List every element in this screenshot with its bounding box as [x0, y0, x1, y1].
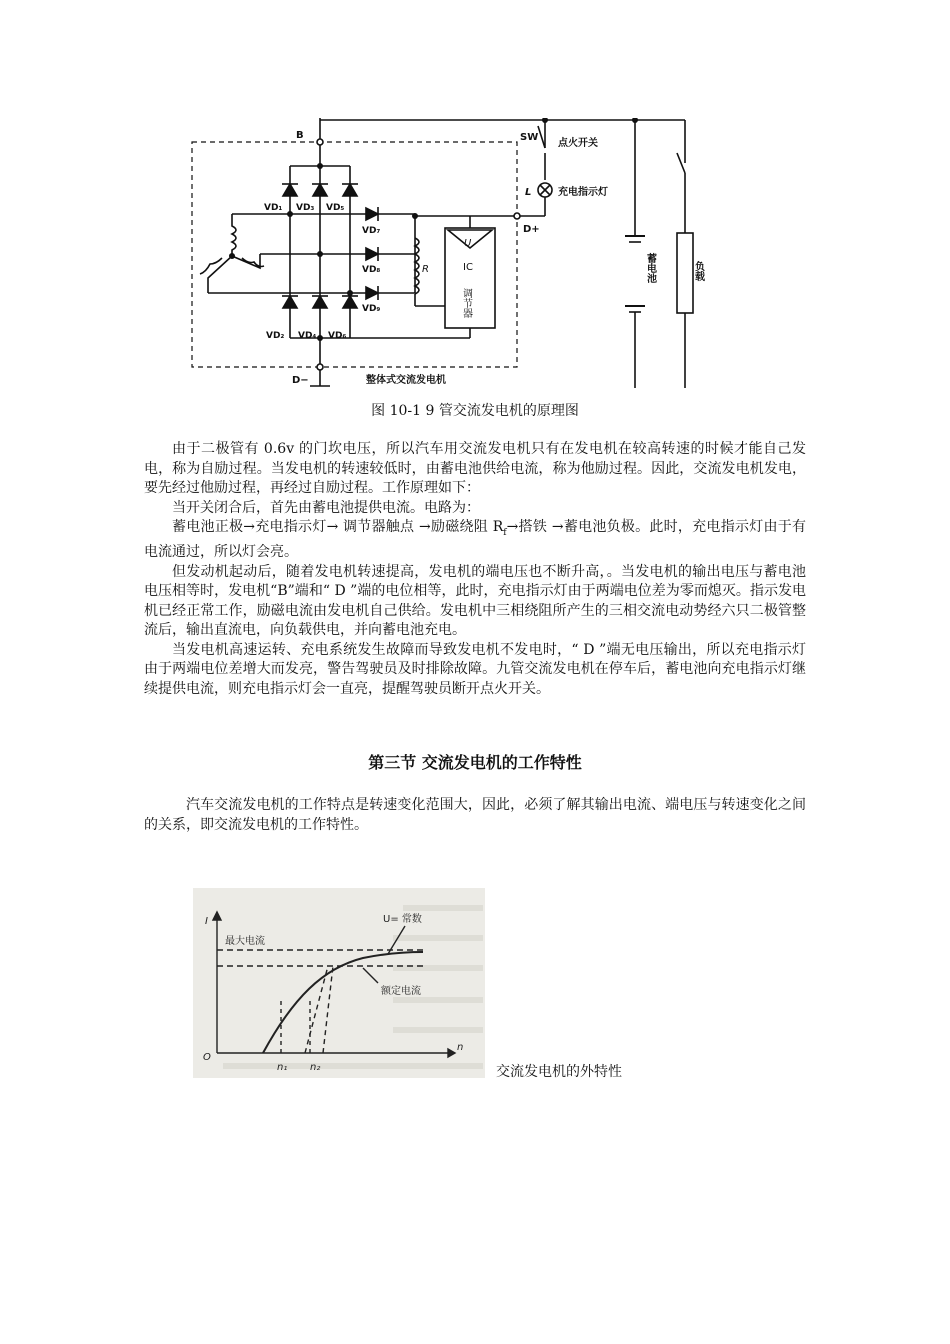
label-rated-current: 额定电流	[381, 986, 421, 997]
label-sw: SW	[520, 132, 539, 143]
label-vd6: VD₆	[328, 331, 347, 341]
paragraph-3-a: 蓄电池正极→充电指示灯→ 调节器触点 →励磁绕阻 R	[172, 519, 504, 535]
paragraph-2: 当开关闭合后，首先由蓄电池提供电流。电路为：	[172, 499, 480, 516]
label-n-axis: n	[457, 1042, 464, 1053]
label-u-const: U= 常数	[383, 914, 422, 925]
label-n1: n₁	[277, 1062, 288, 1073]
label-battery: 蓄电池	[644, 253, 656, 283]
label-load: 负载	[692, 261, 704, 281]
chart-caption: 交流发电机的外特性	[496, 1064, 622, 1080]
label-vd8: VD₈	[362, 265, 381, 275]
label-rf: R	[422, 264, 429, 275]
label-u: U	[464, 238, 472, 249]
label-vd1: VD₁	[264, 203, 283, 213]
paragraph-3-sub: f	[503, 527, 507, 538]
label-vd4: VD₄	[298, 331, 317, 341]
label-ic: IC	[463, 262, 473, 273]
label-b: B	[296, 130, 304, 141]
output-characteristic-chart	[193, 888, 485, 1078]
figure-caption: 图 10-1 9 管交流发电机的原理图	[371, 403, 579, 419]
label-ignition-switch: 点火开关	[558, 138, 598, 149]
label-i-axis: I	[205, 916, 208, 927]
section-intro	[144, 796, 806, 835]
alternator-circuit-diagram	[180, 118, 720, 393]
label-d-plus: D+	[523, 224, 540, 235]
paragraph-5: 当发电机高速运转、充电系统发生故障而导致发电机不发电时，“ D ”端无电压输出，所以充电指示灯由于两端电位差增大而发亮，警告驾驶员及时排除故障。九管交流发电机在停车后，蓄电池向充电指示灯继续提供电流，则充电指示灯会一直亮，提醒驾驶员断开点火开关。	[144, 641, 806, 697]
section-heading: 第三节 交流发电机的工作特性	[368, 753, 582, 772]
label-regulator: 调节器	[460, 288, 472, 318]
label-charge-lamp: 充电指示灯	[558, 187, 608, 198]
body-text	[144, 440, 806, 699]
label-vd2: VD₂	[266, 331, 285, 341]
load-switch-blade	[677, 153, 685, 173]
paragraph-3	[144, 518, 806, 563]
label-l: L	[525, 187, 532, 198]
label-origin: O	[203, 1052, 211, 1063]
ignition-switch-blade	[538, 126, 545, 148]
label-vd5: VD₅	[326, 203, 345, 213]
paragraph-1: 由于二极管有 0.6v 的门坎电压，所以汽车用交流发电机只有在发电机在较高转速的时候才能自己发电，称为自励过程。当发电机的转速较低时，由蓄电池供给电流，称为他励过程。因此，交流发电机发电，要先经过他励过程，再经过自励过程。工作原理如下：	[144, 441, 806, 496]
paragraph-4: 但发动机起动后，随着发电机转速提高，发电机的端电压也不断升高，。当发电机的输出电压与蓄电池电压相等时，发电机“B”端和“ D ”端的电位相等，此时，充电指示灯由于两端电位差为零而熄灭。指示发电机已经正常工作，励磁电流由发电机自己供给。发电机中三相绕阻所产生的三相交流电动势经六只二极管整流后，输出直流电，向负载供电，并向蓄电池充电。	[144, 563, 806, 639]
section-intro-text: 汽车交流发电机的工作特点是转速变化范围大，因此，必须了解其输出电流、端电压与转速变化之间的关系，即交流发电机的工作特性。	[144, 797, 806, 833]
label-vd3: VD₃	[296, 203, 315, 213]
label-max-current: 最大电流	[225, 936, 265, 947]
label-vd9: VD₉	[362, 304, 381, 314]
load-resistor	[677, 233, 693, 313]
label-n2: n₂	[310, 1062, 321, 1073]
label-d-minus: D−	[292, 375, 309, 386]
label-alternator: 整体式交流发电机	[366, 375, 446, 386]
paragraph-3-b: →搭铁 →蓄电池负极。此时，充电指示灯由于有电流通过，所以灯会亮。	[144, 519, 806, 561]
label-vd7: VD₇	[362, 226, 381, 236]
